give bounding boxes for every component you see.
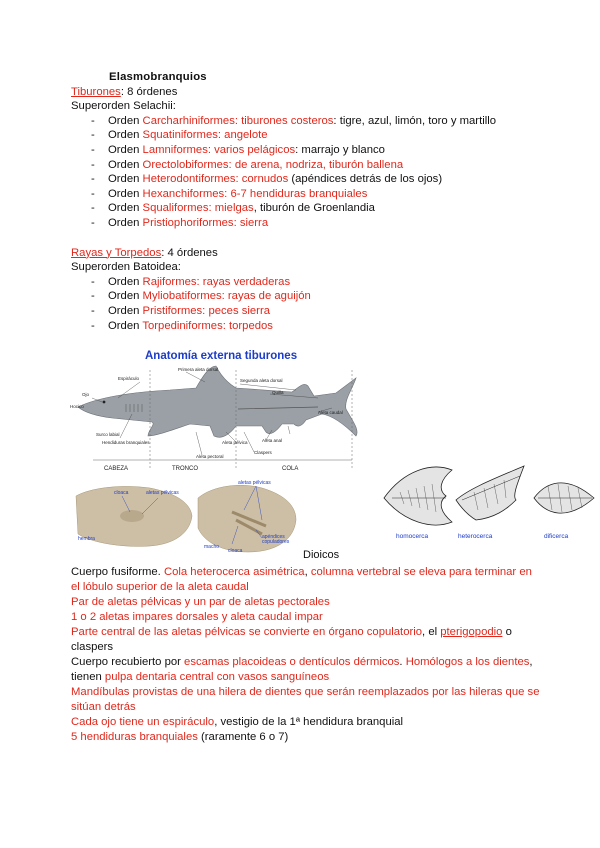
list-item: - Orden Pristiophoriformes: sierra [91, 216, 269, 229]
svg-text:Aleta anal: Aleta anal [262, 438, 283, 443]
svg-text:aletas pélvicas: aletas pélvicas [238, 480, 271, 486]
notes-list [71, 565, 541, 745]
list-item: - Orden Rajiformes: rayas verdaderas [91, 275, 291, 288]
sharks-superorder: Superorden Selachii: [71, 100, 176, 113]
sharks-heading: Tiburones [71, 85, 121, 98]
svg-text:Quilla: Quilla [272, 390, 284, 395]
note-line: 5 hendiduras branquiales (raramente 6 o 7) [71, 731, 289, 743]
note-line: Cuerpo fusiforme. Cola heterocerca asimétrica, columna vertebral se eleva para terminar en el lóbulo superior de la aleta caudal [71, 566, 532, 593]
eye-icon [103, 401, 106, 404]
region-label: CABEZA [104, 466, 129, 472]
svg-text:cloaca: cloaca [228, 548, 243, 554]
list-item: - Orden Heterodontiformes: cornudos (apéndices detrás de los ojos) [91, 173, 443, 186]
list-item: - Orden Orectolobiformes: de arena, nodriza, tiburón ballena [91, 158, 404, 171]
svg-text:apéndices: apéndices [262, 534, 285, 540]
svg-text:Primera aleta dorsal: Primera aleta dorsal [178, 367, 219, 372]
page-title: Elasmobranquios [109, 71, 207, 83]
svg-text:Claspers: Claspers [254, 450, 272, 455]
tail-types [384, 466, 594, 540]
list-item: - Orden Lamniformes: varios pelágicos: marrajo y blanco [91, 143, 385, 156]
list-item: - Orden Myliobatiformes: rayas de aguijón [91, 290, 311, 303]
note-line: Mandíbulas provistas de una hilera de dientes que serán reemplazados por las hileras que se sitúan detrás [71, 686, 540, 713]
list-item: - Orden Squatiniformes: angelote [91, 129, 268, 142]
list-item: - Orden Torpediniformes: torpedos [91, 319, 273, 332]
svg-text:Espiráculo: Espiráculo [118, 376, 140, 381]
note-line: 1 o 2 aletas impares dorsales y aleta caudal impar [71, 611, 323, 623]
svg-text:Segunda aleta dorsal: Segunda aleta dorsal [240, 378, 283, 383]
rays-count: : 4 órdenes [161, 246, 218, 259]
dioicos-label: Dioicos [303, 549, 340, 561]
sharks-count: : 8 órdenes [120, 85, 178, 98]
svg-text:Aleta caudal: Aleta caudal [318, 410, 343, 415]
svg-text:copuladores: copuladores [262, 539, 290, 545]
svg-text:macho: macho [204, 544, 220, 550]
svg-text:Aleta pélvica: Aleta pélvica [222, 440, 248, 445]
list-item: - Orden Carcharhiniformes: tiburones costeros: tigre, azul, limón, toro y martillo [91, 114, 497, 127]
note-line: Cuerpo recubierto por escamas placoideas o dentículos dérmicos. Homólogos a los dientes, tienen pulpa dentaria central con vasos sanguíneos [71, 656, 533, 683]
list-item: - Orden Hexanchiformes: 6-7 hendiduras branquiales [91, 187, 368, 200]
tail-label: dificerca [544, 533, 569, 540]
tail-label: homocerca [396, 533, 429, 540]
homocercal-tail-icon [384, 467, 452, 525]
svg-text:aletas pélvicas: aletas pélvicas [146, 490, 179, 496]
cloaca-photos [76, 480, 296, 554]
tail-label: heterocerca [458, 533, 493, 540]
note-line: Cada ojo tiene un espiráculo, vestigio de la 1ª hendidura branquial [71, 716, 404, 728]
svg-text:cloaca: cloaca [114, 490, 129, 496]
region-label: TRONCO [172, 466, 198, 472]
svg-text:Aleta pectoral: Aleta pectoral [196, 454, 224, 459]
heterocercal-tail-icon [456, 466, 524, 520]
svg-text:hembra: hembra [78, 536, 95, 542]
note-line: Par de aletas pélvicas y un par de aletas pectorales [71, 596, 330, 608]
shark-diagram [70, 366, 357, 472]
svg-text:Ojo: Ojo [82, 392, 90, 397]
list-item: - Orden Squaliformes: mielgas, tiburón de Groenlandia [91, 202, 375, 215]
svg-text:Hendiduras branquiales: Hendiduras branquiales [102, 440, 150, 445]
svg-text:Hocico: Hocico [70, 404, 84, 409]
rays-superorder: Superorden Batoidea: [71, 261, 181, 274]
figure-title: Anatomía externa tiburones [145, 350, 298, 362]
rays-heading: Rayas y Torpedos [71, 246, 162, 259]
list-item: - Orden Pristiformes: peces sierra [91, 304, 270, 317]
note-line: Parte central de las aletas pélvicas se convierte en órgano copulatorio, el pterigopodio o claspers [71, 626, 512, 653]
svg-text:Surco labial: Surco labial [96, 432, 120, 437]
region-label: COLA [282, 466, 299, 472]
